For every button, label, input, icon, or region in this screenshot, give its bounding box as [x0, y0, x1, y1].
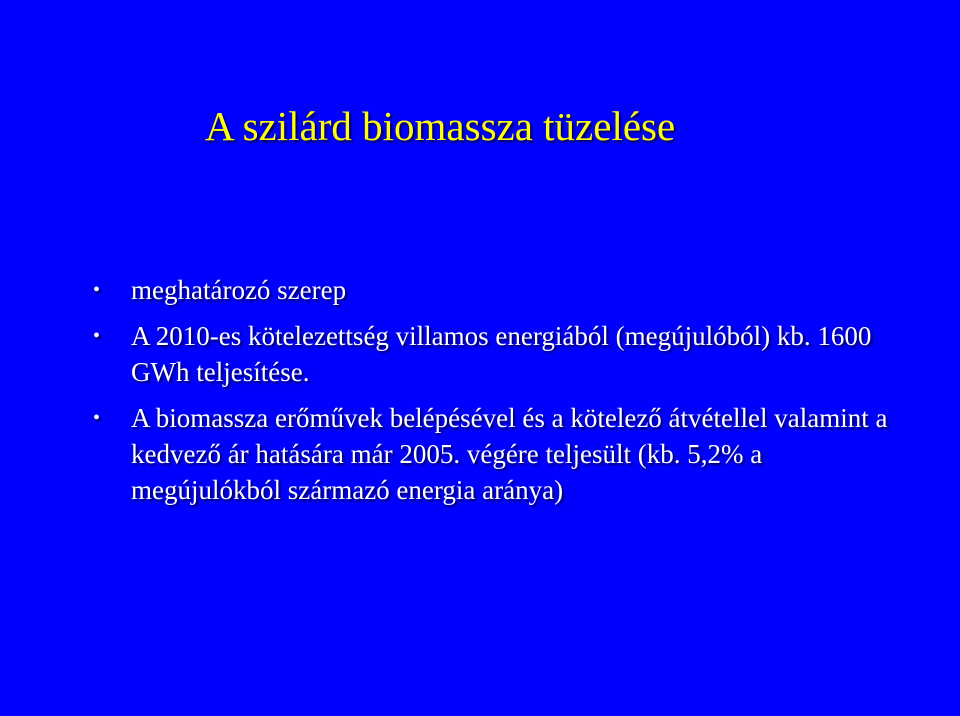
bullet-item — [93, 272, 913, 308]
bullet-dot-icon: • — [93, 279, 101, 301]
bullet-list — [93, 272, 913, 518]
bullet-text: A 2010-es kötelezettség villamos energiából (megújulóból) kb. 1600 GWh teljesítése. — [131, 321, 872, 387]
bullet-item — [93, 318, 913, 390]
bullet-text: meghatározó szerep — [131, 275, 347, 305]
bullet-dot-icon: • — [93, 325, 101, 347]
bullet-item — [93, 400, 913, 508]
bullet-dot-icon: • — [93, 407, 101, 429]
bullet-text: A biomassza erőművek belépésével és a kötelező átvétellel valamint a kedvező ár hatására már 2005. végére teljesült (kb. 5,2% a megújulókból származó energia aránya) — [131, 403, 888, 505]
slide-title: A szilárd biomassza tüzelése — [205, 103, 676, 149]
